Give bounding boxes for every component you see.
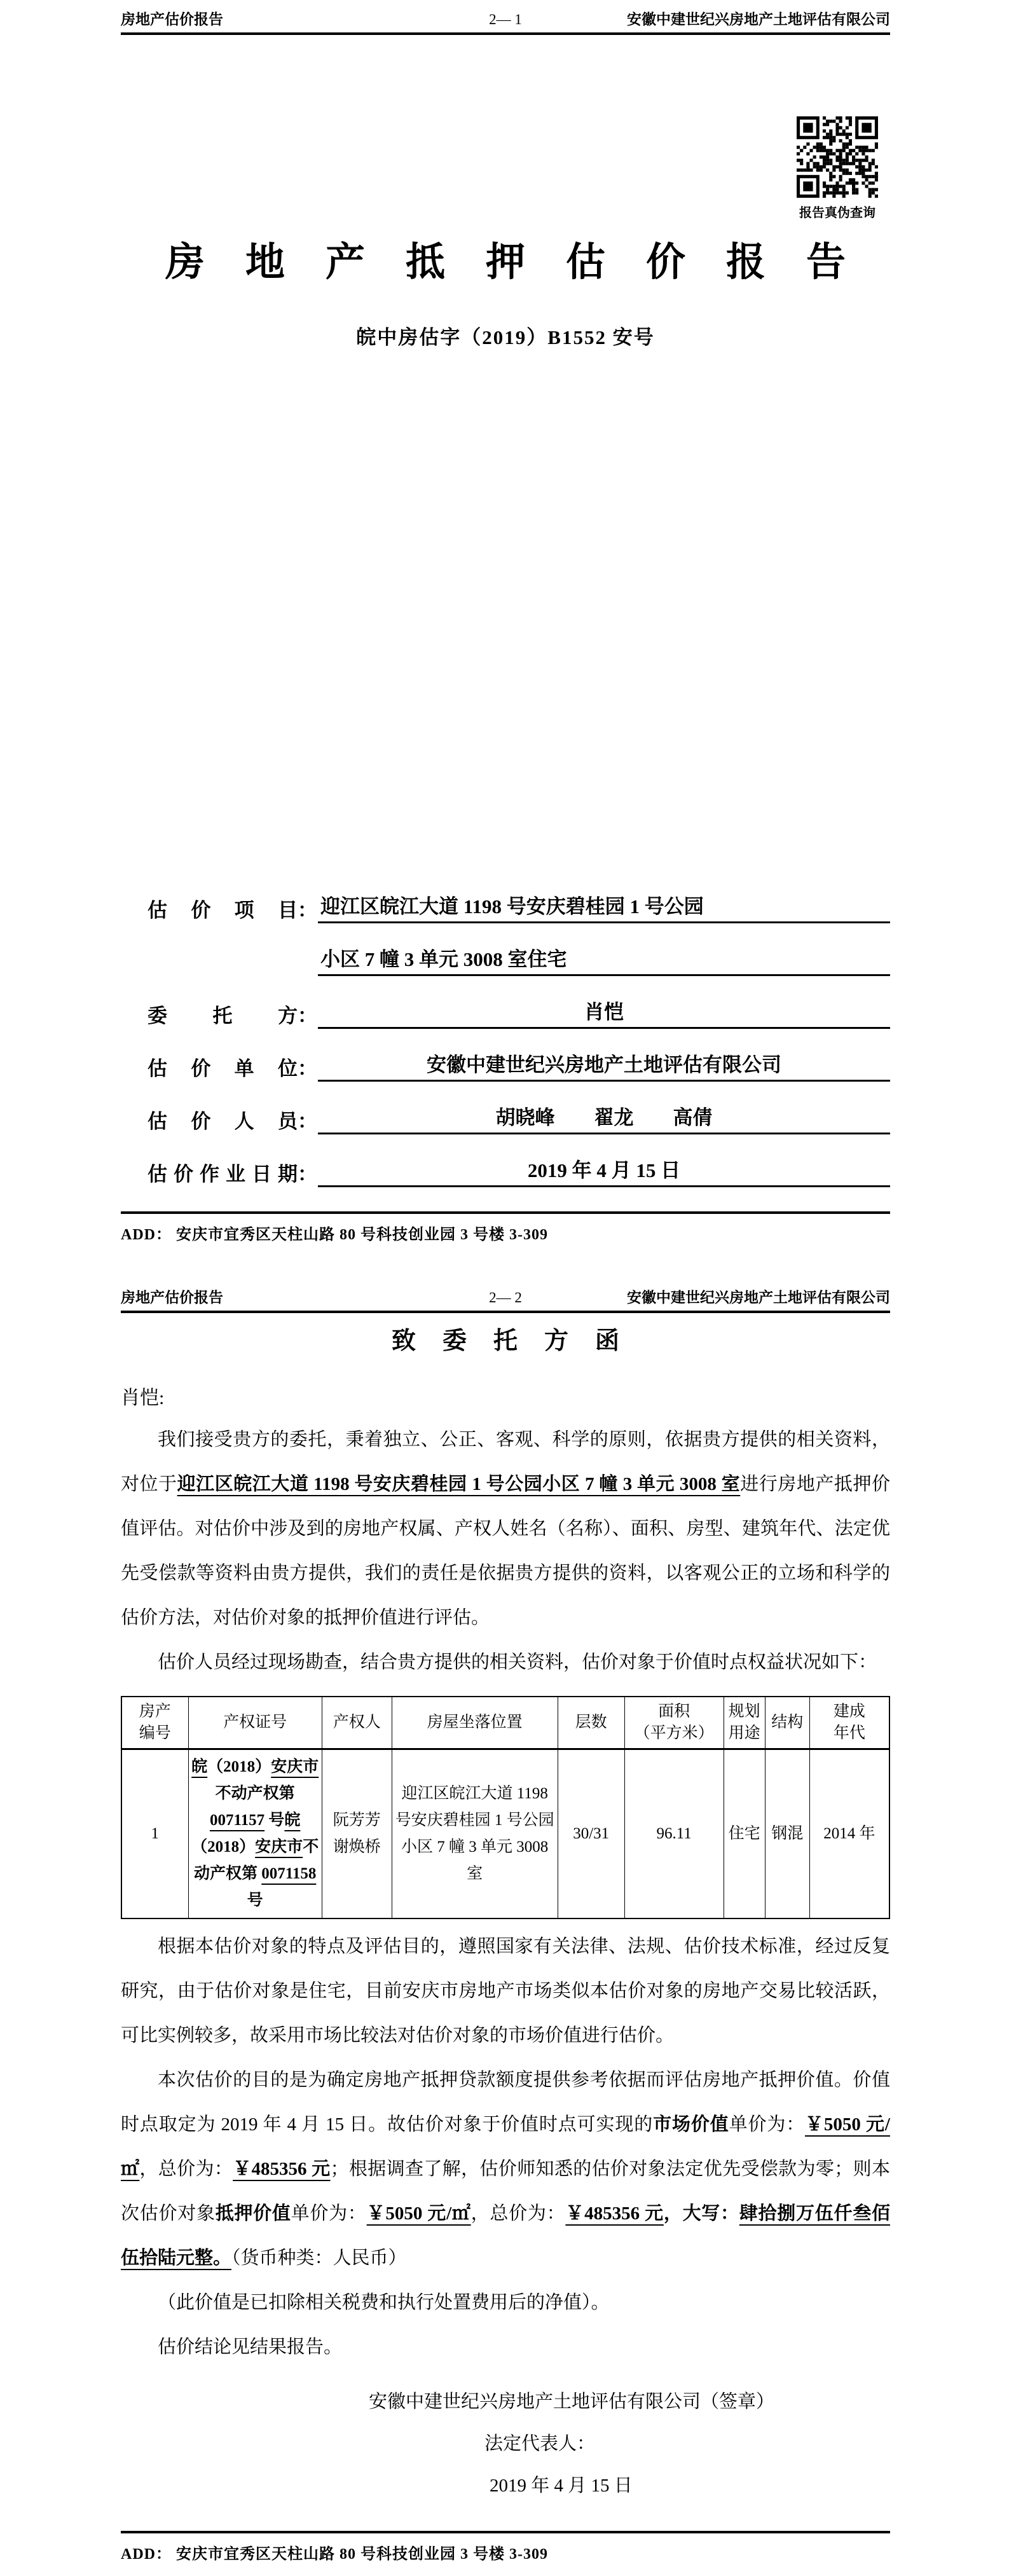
cover-field-row — [148, 1148, 890, 1187]
cover-fields — [121, 884, 890, 1187]
text-segment: ￥485356 元 — [233, 2159, 331, 2179]
table-header-cell: 规划 用途 — [724, 1697, 765, 1749]
field-value-underlined: 小区 7 幢 3 单元 3008 室住宅 — [318, 947, 890, 976]
report-reference-number: 皖中房估字（2019）B1552 安号 — [356, 326, 655, 348]
text-segment: 不动产权第 — [193, 1838, 319, 1882]
text-segment: 安庆 — [271, 1758, 303, 1775]
table-cell: 2014 年 — [809, 1749, 889, 1919]
page1-running-header — [121, 0, 890, 29]
paragraph — [121, 1924, 890, 2058]
field-colon: ： — [298, 1163, 317, 1185]
qr-code-icon — [797, 116, 878, 198]
table-cell: 30/31 — [558, 1749, 624, 1919]
table-header-cell: 结构 — [765, 1697, 809, 1749]
field-label: 估价项目 — [148, 899, 298, 921]
table-cell: 住宅 — [724, 1749, 765, 1919]
text-segment: 根据本估价对象的特点及评估目的，遵照国家有关法律、法规、估价技术标准，经过反复研究，由于估价对象是住宅，目前安庆市房地产市场类似本估价对象的房地产交易比较活跃，可比实例较多，故采用市场比较法对估价对象的市场价值进行估价。 — [121, 1936, 890, 2046]
text-segment: ，总价为： — [470, 2203, 566, 2224]
paragraph — [121, 2058, 890, 2280]
table-cell: 迎江区皖江大道 1198 号安庆碧桂园 1 号公园小区 7 幢 3 单元 3008 室 — [392, 1749, 558, 1919]
table-header-cell: 面积 （平方米） — [624, 1697, 724, 1749]
footer-divider — [121, 2531, 890, 2533]
footer-divider — [121, 1211, 890, 1214]
field-value-underlined: 肖恺 — [318, 1000, 890, 1029]
text-segment: ，总价为： — [139, 2159, 233, 2179]
field-value-underlined: 安徽中建世纪兴房地产土地评估有限公司 — [318, 1052, 890, 1082]
text-segment: 估价人员经过现场勘查，结合贵方提供的相关资料，估价对象于价值时点权益状况如下： — [158, 1652, 877, 1672]
table-header-cell: 房产 编号 — [121, 1697, 188, 1749]
footer-address: ADD： 安庆市宜秀区天柱山路 80 号科技创业园 3 号楼 3-309 — [121, 1227, 548, 1243]
footer-address: ADD： 安庆市宜秀区天柱山路 80 号科技创业园 3 号楼 3-309 — [121, 2546, 548, 2563]
table-cell: 阮芳芳 谢焕桥 — [322, 1749, 392, 1919]
table-cell: 钢混 — [765, 1749, 809, 1919]
text-segment: 市 — [303, 1758, 319, 1775]
field-label: 估价作业日期 — [148, 1163, 298, 1185]
report-title: 房地产抵押估价报告 — [165, 241, 886, 284]
field-label: 委托方 — [148, 1005, 298, 1027]
header-company-name: 安徽中建世纪兴房地产土地评估有限公司 — [627, 1290, 890, 1305]
page-2-letter — [0, 1278, 1009, 2576]
text-segment: 肆拾捌万伍仟叁佰伍拾陆元整。 — [121, 2203, 890, 2268]
field-value-underlined: 胡晓峰 翟龙 高倩 — [318, 1105, 890, 1134]
table-header-cell: 建成 年代 — [809, 1697, 889, 1749]
text-segment: 安庆 — [255, 1838, 287, 1856]
letter-body — [121, 1417, 890, 2369]
header-divider — [121, 32, 890, 35]
table-cell: 96.11 — [624, 1749, 724, 1919]
text-segment: 市场价值 — [653, 2114, 729, 2135]
text-segment: 单价为： — [729, 2114, 806, 2135]
text-segment: ￥485356 元 — [565, 2203, 664, 2224]
paragraph — [121, 1417, 890, 1640]
text-segment: 皖 — [284, 1812, 301, 1829]
paragraph — [121, 1640, 890, 1684]
signature-company: 安徽中建世纪兴房地产土地评估有限公司（签章） — [369, 2392, 775, 2412]
table-cell: 1 — [121, 1749, 188, 1919]
text-segment: 进行房地产抵押价值评估。对估价中涉及到的房地产权属、产权人姓名（名称）、面积、房型、建筑年代、法定优先受偿款等资料由贵方提供，我们的责任是依据贵方提供的资料，以客观公正的立场和科学的估价方法，对估价对象的抵押价值进行评估。 — [121, 1474, 890, 1628]
signature-date: 2019 年 4 月 15 日 — [490, 2476, 633, 2496]
field-value-underlined: 2019 年 4 月 15 日 — [318, 1158, 890, 1187]
text-segment: ，大写： — [663, 2203, 739, 2224]
table-header-cell: 层数 — [558, 1697, 624, 1749]
table-header-cell: 房屋坐落位置 — [392, 1697, 558, 1749]
field-label: 估价人员 — [148, 1110, 298, 1133]
text-segment: 我们接受贵方的委托，秉着独立、公正、客观、科学的原则，依据贵方提供的相关资料，对位于 — [121, 1429, 890, 1494]
signature-representative: 法定代表人： — [484, 2434, 596, 2454]
text-segment: 抵押价值 — [215, 2203, 291, 2224]
property-rights-table — [121, 1696, 890, 1919]
table-header-row — [121, 1697, 889, 1749]
header-doc-title: 房地产估价报告 — [121, 11, 223, 27]
text-segment: 号 — [264, 1812, 285, 1829]
header-doc-title: 房地产估价报告 — [121, 1290, 223, 1305]
text-segment: 皖 — [191, 1758, 208, 1775]
field-colon: ： — [298, 1057, 317, 1080]
cover-field-row — [148, 1042, 890, 1082]
text-segment: （2018） — [207, 1758, 271, 1775]
cover-field-row — [148, 989, 890, 1029]
text-segment: 号 — [247, 1892, 263, 1909]
text-segment: 单价为： — [291, 2203, 367, 2224]
table-header-cell: 产权证号 — [188, 1697, 322, 1749]
letter-title: 致委托方函 — [391, 1328, 646, 1354]
text-segment: 估价结论见结果报告。 — [158, 2337, 343, 2357]
text-segment: 迎江区皖江大道 1198 号安庆碧桂园 1 号公园小区 7 幢 3 单元 3008 室 — [177, 1474, 741, 1494]
page2-running-header — [121, 1278, 890, 1307]
qr-label: 报告真伪查询 — [799, 206, 875, 220]
header-company-name: 安徽中建世纪兴房地产土地评估有限公司 — [627, 11, 890, 27]
page-1-cover — [0, 0, 1009, 1278]
field-colon: ： — [298, 1110, 317, 1133]
signature-block — [121, 2381, 890, 2507]
table-row — [121, 1749, 889, 1919]
field-label: 估价单位 — [148, 1057, 298, 1080]
text-segment: （此价值是已扣除相关税费和执行处置费用后的净值）。 — [158, 2292, 610, 2313]
text-segment: （货币种类：人民币） — [231, 2248, 407, 2268]
cover-field-row — [148, 937, 890, 976]
text-segment: ￥5050 元/㎡ — [121, 2114, 890, 2179]
field-colon: ： — [298, 1005, 317, 1027]
paragraph — [121, 2280, 890, 2325]
qr-block — [790, 116, 885, 221]
letter-salutation: 肖恺: — [121, 1388, 165, 1409]
text-segment: （2018） — [191, 1838, 256, 1856]
text-segment: 不动产权第 — [215, 1785, 295, 1802]
header-page-number: 2— 2 — [489, 1290, 522, 1305]
text-segment: ；根据调查了解，估价师知悉的估价对象法定优先受偿款为零；则本次估价对象 — [121, 2159, 890, 2224]
field-value-underlined: 迎江区皖江大道 1198 号安庆碧桂园 1 号公园 — [318, 894, 890, 923]
text-segment: 本次估价的目的是为确定房地产抵押贷款额度提供参考依据而评估房地产抵押价值。价值时点取定为 2019 年 4 月 15 日。故估价对象于价值时点可实现的 — [121, 2070, 890, 2135]
header-divider — [121, 1311, 890, 1313]
text-segment: 0071157 — [209, 1812, 265, 1829]
text-segment: 市 — [287, 1838, 303, 1856]
text-segment: ￥5050 元/㎡ — [366, 2203, 471, 2224]
cover-field-row — [148, 884, 890, 923]
text-segment: 0071158 — [261, 1865, 317, 1882]
cover-field-row — [148, 1095, 890, 1134]
table-header-cell: 产权人 — [322, 1697, 392, 1749]
header-page-number: 2— 1 — [489, 11, 522, 27]
table-cell — [188, 1749, 322, 1919]
field-colon: ： — [298, 899, 317, 921]
paragraph — [121, 2325, 890, 2369]
